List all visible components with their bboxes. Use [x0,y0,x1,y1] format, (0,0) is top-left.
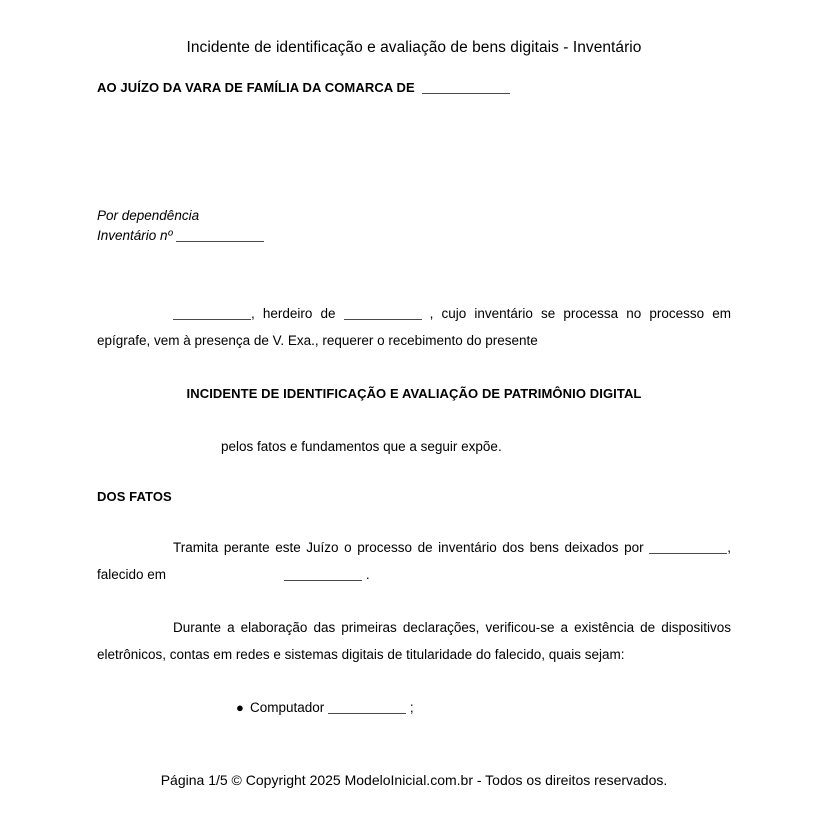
closing-intro-text: pelos fatos e fundamentos que a seguir expõe. [221,439,502,454]
computer-blank-field[interactable] [328,701,406,714]
deceased-name-blank-field[interactable] [344,307,422,320]
bullet-icon: ● [236,700,244,715]
page-footer: Página 1/5 © Copyright 2025 ModeloInicial.com.br - Todos os direitos reservados. [160,772,668,788]
list-item-label: Computador [250,700,325,715]
intro-text-part-2: , cujo inventário se processa no processo em epígrafe, vem à presença de V. Exa., requerer o recebimento do presente [97,306,731,348]
section-heading-facts: DOS FATOS [97,489,172,504]
spacer [97,354,731,380]
digital-assets-list [97,694,731,721]
facts-paragraph-2: Durante a elaboração das primeiras declarações, verificou-se a existência de dispositivos eletrônicos, contas em redes e sistemas digitais de titularidade do falecido, quais sejam: [97,620,731,662]
spacer [97,668,731,694]
spacer [97,246,731,300]
deceased-name-blank-field-2[interactable] [649,541,727,554]
facts-p1-part-1: Tramita perante este Juízo o processo de inventário dos bens deixados por [173,540,644,555]
facts-p1-part-3: . [365,567,370,582]
incident-heading: INCIDENTE DE IDENTIFICAÇÃO E AVALIAÇÃO DE PATRIMÔNIO DIGITAL [186,386,642,401]
document-body [97,78,731,721]
addressee-label: AO JUÍZO DA VARA DE FAMÍLIA DA COMARCA DE [97,80,415,95]
list-item-suffix: ; [409,700,414,715]
list-item [97,694,731,721]
page-title: Incidente de identificação e avaliação de bens digitais - Inventário [186,39,642,56]
spacer [97,460,731,486]
spacer [97,588,731,614]
dependency-line-1: Por dependência [97,208,200,223]
heir-name-blank-field[interactable] [173,307,251,320]
facts-p1-part-2: , falecido em [97,540,731,582]
intro-text-part-1: , herdeiro de [251,306,336,321]
addressee-blank-field[interactable] [422,81,510,94]
spacer [97,407,731,433]
inventory-number-blank-field[interactable] [176,229,264,242]
death-date-blank-field[interactable] [284,568,362,581]
intro-paragraph [97,300,731,354]
addressee-line [97,78,731,98]
inventory-number-label: Inventário nº [97,228,173,243]
spacer [97,508,731,534]
dependency-line-2 [97,226,731,246]
facts-paragraph-1 [97,534,731,588]
spacer [97,98,731,206]
